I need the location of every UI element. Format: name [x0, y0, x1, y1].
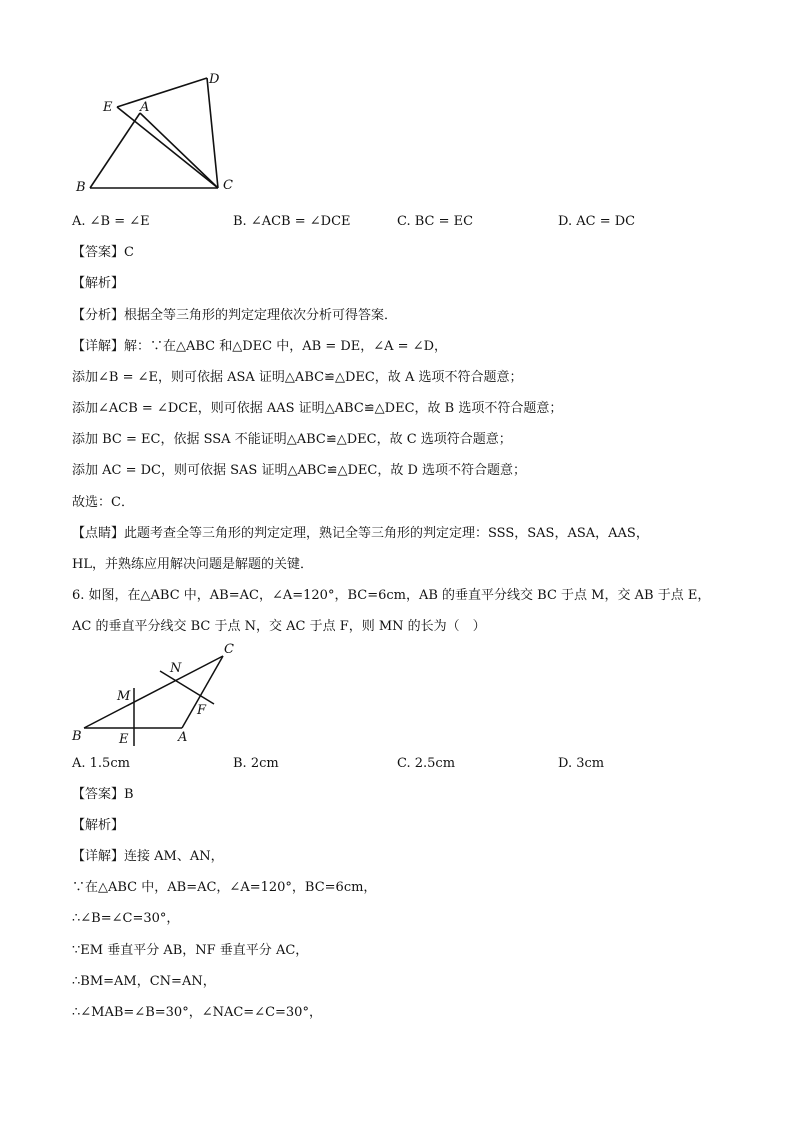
q6-label-E: E	[119, 732, 129, 747]
q5-label-A: A	[140, 100, 150, 115]
q5-figure	[70, 66, 250, 196]
q6-label-N: N	[170, 661, 182, 676]
q5-analysis-line: 添加 AC = DC，则可依据 SAS 证明△ABC≌△DEC，故 D 选项不符合题意；	[72, 463, 527, 478]
q6-option-a: A. 1.5cm	[72, 756, 130, 771]
q6-label-F: F	[197, 703, 207, 718]
q5-label-D: D	[209, 72, 220, 87]
q6-analysis-line: ∴BM=AM，CN=AN，	[72, 974, 216, 989]
q6-label-M: M	[117, 689, 131, 704]
q6-option-d: D. 3cm	[558, 756, 605, 771]
q6-label-C: C	[224, 642, 234, 657]
q5-analysis-line: 【分析】根据全等三角形的判定定理依次分析可得答案．	[72, 308, 398, 323]
q5-analysis-header: 【解析】	[72, 276, 125, 291]
q5-analysis-line: 【点睛】此题考查全等三角形的判定定理，熟记全等三角形的判定定理：SSS，SAS，ASA，AAS，	[72, 526, 649, 541]
q6-analysis-line: ∴∠MAB=∠B=30°，∠NAC=∠C=30°，	[72, 1005, 322, 1020]
q5-analysis-line: 故选：C．	[72, 495, 134, 510]
q5-label-E: E	[103, 100, 113, 115]
q5-option-b: B. ∠ACB = ∠DCE	[233, 214, 351, 229]
q6-stem-line2: AC 的垂直平分线交 BC 于点 N，交 AC 于点 F，则 MN 的长为（ ）	[72, 619, 486, 634]
q6-figure	[66, 638, 246, 750]
q5-analysis-line: HL，并熟练应用解决问题是解题的关键．	[72, 557, 313, 572]
q6-label-B: B	[72, 729, 82, 744]
q5-label-C: C	[223, 178, 233, 193]
q6-stem-line1: 6. 如图，在△ABC 中，AB=AC，∠A=120°，BC=6cm，AB 的垂直平分线交 BC 于点 M，交 AB 于点 E，	[72, 588, 711, 603]
q6-analysis-header: 【解析】	[72, 818, 125, 833]
q6-option-c: C. 2.5cm	[397, 756, 456, 771]
q5-analysis-line: 添加∠ACB = ∠DCE，则可依据 AAS 证明△ABC≌△DEC，故 B 选项不符合题意；	[72, 401, 563, 416]
q5-analysis-line: 添加∠B = ∠E，则可依据 ASA 证明△ABC≌△DEC，故 A 选项不符合题意；	[72, 370, 523, 385]
q6-analysis-line: ∴∠B=∠C=30°，	[72, 911, 180, 926]
q5-analysis-line: 【详解】解：∵在△ABC 和△DEC 中，AB = DE，∠A = ∠D，	[72, 339, 448, 354]
q6-analysis-line: 【详解】连接 AM、AN，	[72, 849, 224, 864]
q5-option-a: A. ∠B = ∠E	[72, 214, 150, 229]
q5-analysis-line: 添加 BC = EC，依据 SSA 不能证明△ABC≌△DEC，故 C 选项符合题意；	[72, 432, 512, 447]
q5-option-d: D. AC = DC	[558, 214, 636, 229]
q6-answer: 【答案】B	[72, 787, 134, 802]
q6-analysis-line: ∵EM 垂直平分 AB，NF 垂直平分 AC，	[72, 943, 309, 958]
q6-label-A: A	[178, 730, 188, 745]
q6-analysis-line: ∵在△ABC 中，AB=AC，∠A=120°，BC=6cm，	[72, 880, 377, 895]
q6-option-b: B. 2cm	[233, 756, 279, 771]
q5-option-c: C. BC = EC	[397, 214, 474, 229]
q5-label-B: B	[76, 180, 86, 195]
q5-answer: 【答案】C	[72, 245, 134, 260]
